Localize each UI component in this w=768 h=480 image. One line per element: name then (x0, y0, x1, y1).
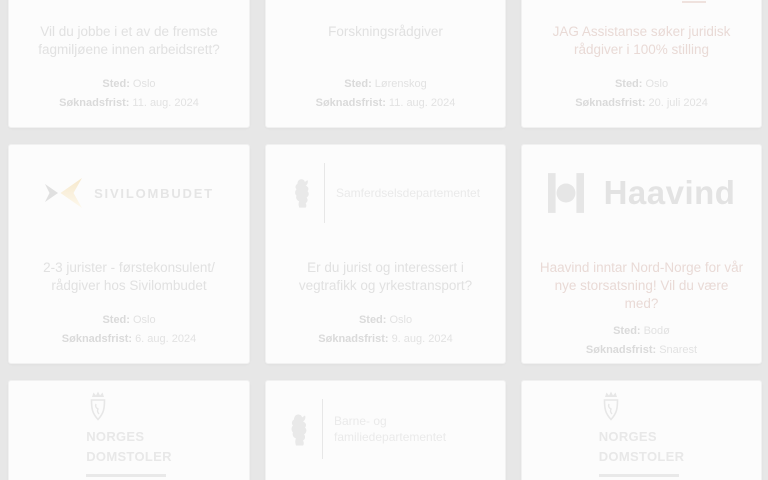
location-value: Oslo (132, 78, 156, 90)
location-value: Lørenskog (374, 78, 427, 90)
deadline-value: 6. aug. 2024 (135, 333, 197, 345)
job-location (575, 78, 708, 91)
courts-logo-underline (599, 474, 679, 477)
job-meta (62, 314, 196, 352)
job-deadline (59, 97, 199, 110)
logo-divider (322, 399, 323, 459)
deadline-label: Søknadsfrist: (585, 344, 657, 356)
job-card[interactable] (265, 380, 506, 480)
job-title: 2-3 jurister - førstekonsulent/ rådgiver hos Sivilombudet (43, 260, 215, 293)
haavind-h-icon (548, 173, 584, 213)
job-meta (575, 78, 708, 116)
job-card[interactable] (521, 0, 762, 128)
department-name: Samferdselsdepartementet (335, 185, 481, 200)
deadline-label: Søknadsfrist: (318, 333, 389, 345)
employer-logo-area (280, 0, 491, 5)
employer-logo-area (536, 0, 747, 5)
job-deadline (316, 97, 456, 110)
samferdselsdepartementet-logo (291, 163, 480, 223)
job-title: Er du jurist og interessert i vegtrafikk og yrkestransport? (298, 260, 473, 293)
jobs-grid (8, 0, 762, 480)
job-meta (318, 314, 452, 352)
job-deadline (318, 333, 452, 346)
courts-wordmark-line1: NORGES (86, 429, 145, 444)
location-value: Oslo (645, 78, 669, 90)
job-card[interactable] (265, 144, 506, 364)
deadline-value: 20. juli 2024 (648, 97, 708, 109)
employer-logo-area (280, 145, 491, 241)
courts-wordmark-line2: DOMSTOLER (86, 449, 172, 464)
location-label: Sted: (614, 78, 643, 90)
sivilombudet-wordmark: SIVILOMBUDET (94, 185, 214, 201)
job-card[interactable] (265, 0, 506, 128)
courts-crest-icon (601, 391, 621, 423)
job-location (59, 78, 199, 91)
department-name: Barne- og familiedepartementet (334, 413, 447, 444)
jag-logo-cutoff (682, 1, 706, 3)
job-meta (586, 325, 697, 363)
location-value: Oslo (389, 314, 413, 326)
employer-logo-area (23, 145, 235, 241)
job-location (586, 325, 697, 338)
job-title: JAG Assistanse søker juridisk rådgiver i 100% stilling (552, 24, 731, 57)
location-label: Sted: (358, 314, 387, 326)
job-card[interactable] (521, 144, 762, 364)
job-location (316, 78, 456, 91)
haavind-logo (548, 173, 736, 213)
courts-wordmark-line1: NORGES (598, 429, 657, 444)
logo-divider (324, 163, 325, 223)
location-label: Sted: (344, 78, 372, 90)
norges-domstoler-logo (86, 391, 172, 477)
job-card[interactable] (8, 0, 250, 128)
employer-logo-area (536, 145, 747, 241)
norway-coat-of-arms-icon (287, 412, 311, 447)
job-meta (316, 78, 456, 116)
job-card[interactable] (8, 144, 250, 364)
job-card[interactable] (8, 380, 250, 480)
haavind-wordmark: Haavind (603, 174, 736, 211)
deadline-label: Søknadsfrist: (61, 333, 133, 345)
job-title: Vil du jobbe i et av de fremste fagmiljøene innen arbeidsrett? (38, 24, 220, 57)
deadline-value: 11. aug. 2024 (132, 97, 199, 109)
deadline-value: 9. aug. 2024 (391, 333, 453, 345)
job-location (62, 314, 196, 327)
sivilombudet-logo (44, 178, 214, 208)
job-card[interactable] (521, 380, 762, 480)
job-title: Forskningsrådgiver (328, 24, 443, 39)
job-meta (59, 78, 199, 116)
norges-domstoler-logo (599, 391, 685, 477)
deadline-value: 11. aug. 2024 (388, 97, 456, 109)
barne-og-familiedepartementet-logo (287, 399, 484, 459)
job-deadline (575, 97, 708, 110)
deadline-label: Søknadsfrist: (315, 97, 386, 109)
job-location (318, 314, 452, 327)
location-value: Oslo (132, 314, 156, 326)
employer-logo-area (23, 0, 235, 5)
courts-crest-icon (88, 391, 108, 423)
location-value: Bodø (643, 325, 670, 337)
job-deadline (586, 344, 697, 357)
employer-logo-area (23, 381, 235, 477)
deadline-label: Søknadsfrist: (575, 97, 646, 109)
deadline-label: Søknadsfrist: (59, 97, 130, 109)
sivilombudet-arrows-icon (44, 178, 84, 208)
employer-logo-area (280, 381, 491, 477)
job-deadline (62, 333, 196, 346)
location-label: Sted: (102, 78, 130, 90)
deadline-value: Snarest (659, 344, 698, 356)
employer-logo-area (536, 381, 747, 477)
location-label: Sted: (613, 325, 641, 337)
courts-wordmark-line2: DOMSTOLER (598, 449, 685, 464)
job-title: Haavind inntar Nord-Norge for vår nye storsatsning! Vil du være med? (539, 260, 744, 311)
courts-logo-underline (86, 474, 166, 477)
norway-coat-of-arms-icon (291, 177, 313, 209)
location-label: Sted: (102, 314, 130, 326)
